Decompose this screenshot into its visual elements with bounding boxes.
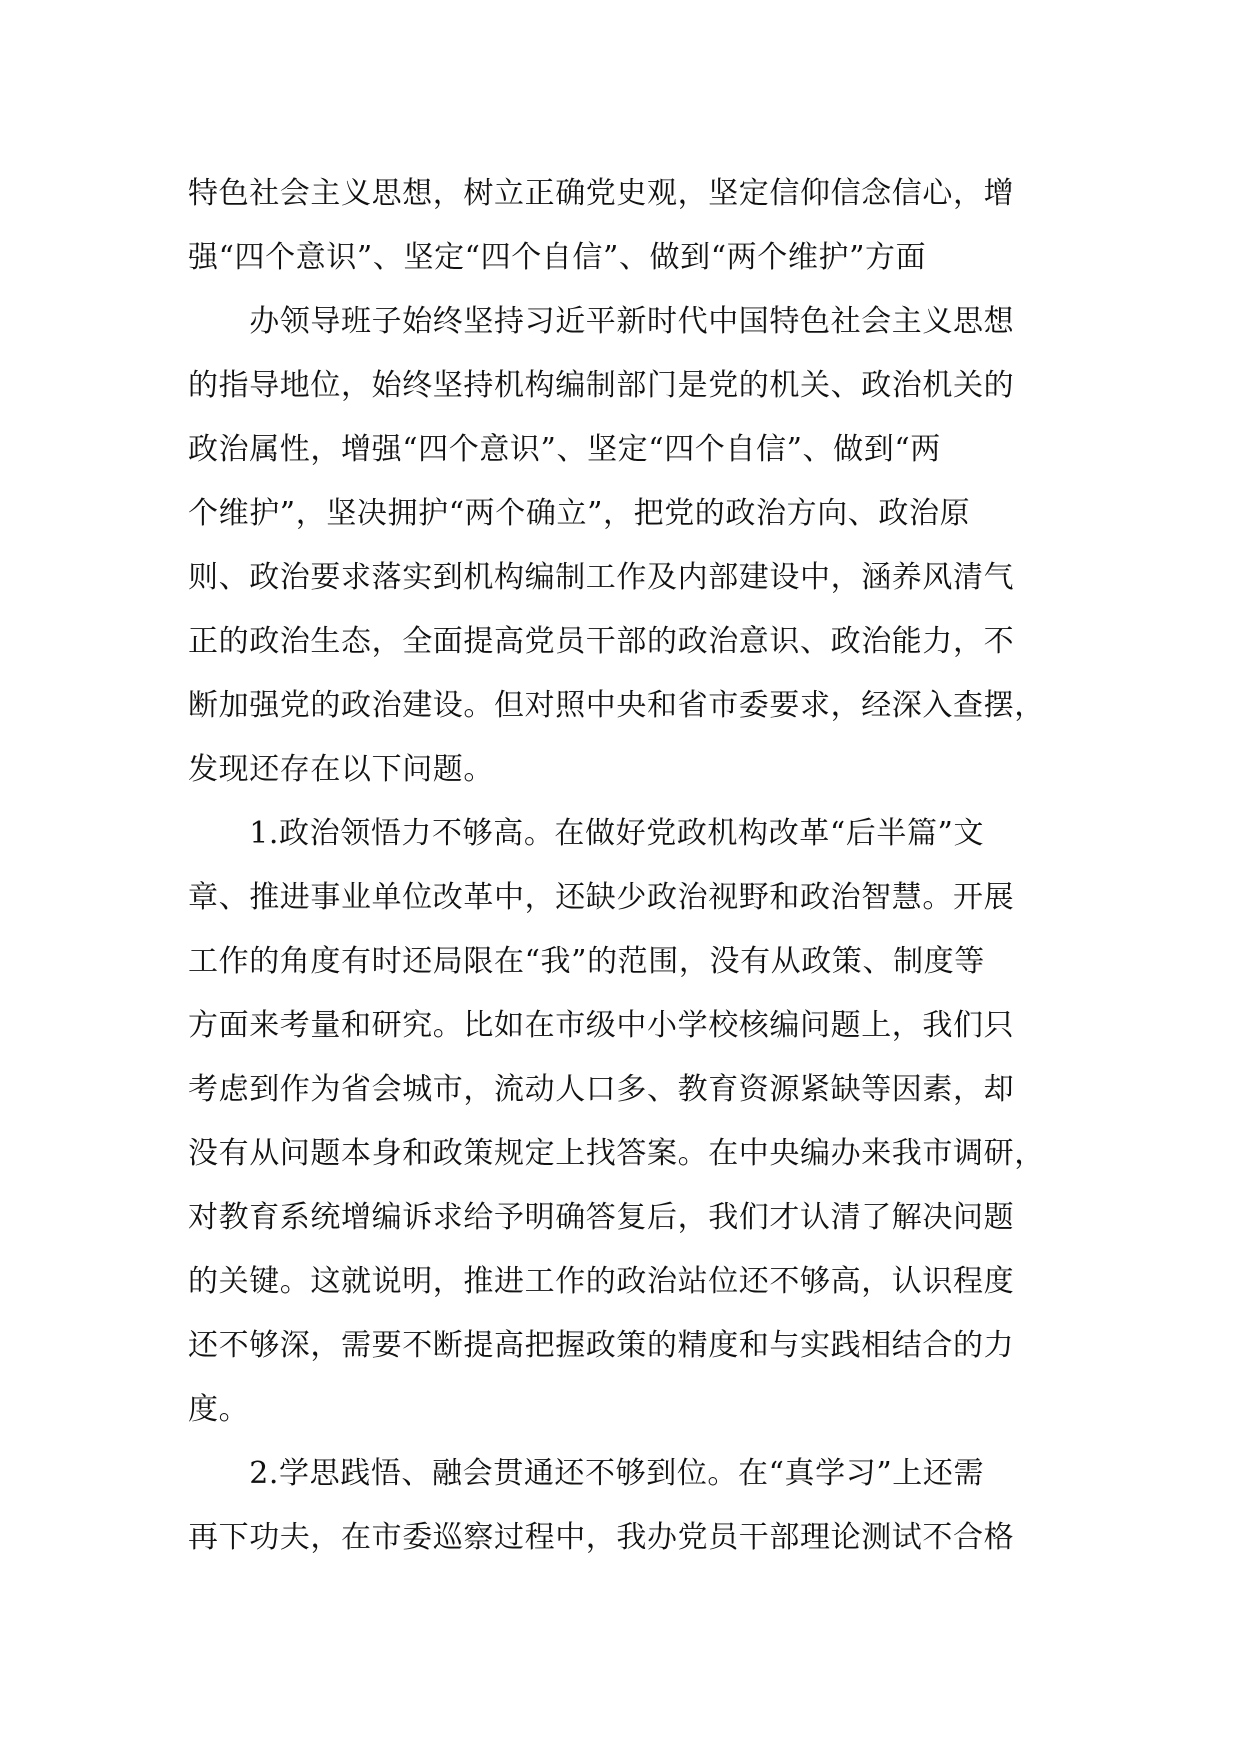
text-line: 发现还存在以下问题。 [188, 752, 494, 787]
text-line: 1.政治领悟力不够高。在做好党政机构改革“后半篇”文 [188, 816, 985, 851]
text-line: 对教育系统增编诉求给予明确答复后，我们才认清了解决问题 [188, 1200, 1015, 1235]
text-line: 正的政治生态，全面提高党员干部的政治意识、政治能力，不 [188, 624, 1015, 659]
text-line: 没有从问题本身和政策规定上找答案。在中央编办来我市调研， [188, 1136, 1045, 1171]
text-line: 还不够深，需要不断提高把握政策的精度和与实践相结合的力 [188, 1328, 1015, 1363]
text-line: 的关键。这就说明，推进工作的政治站位还不够高，认识程度 [188, 1264, 1015, 1299]
text-line: 特色社会主义思想，树立正确党史观，坚定信仰信念信心，增 [188, 176, 1015, 211]
text-line: 的指导地位，始终坚持机构编制部门是党的机关、政治机关的 [188, 368, 1015, 403]
text-line: 断加强党的政治建设。但对照中央和省市委要求，经深入查摆， [188, 688, 1045, 723]
text-line: 则、政治要求落实到机构编制工作及内部建设中，涵养风清气 [188, 560, 1015, 595]
text-line: 强“四个意识”、坚定“四个自信”、做到“两个维护”方面 [188, 240, 927, 275]
text-line: 2.学思践悟、融会贯通还不够到位。在“真学习”上还需 [188, 1456, 985, 1491]
text-line: 方面来考量和研究。比如在市级中小学校核编问题上，我们只 [188, 1008, 1015, 1043]
text-line: 再下功夫，在市委巡察过程中，我办党员干部理论测试不合格 [188, 1520, 1015, 1555]
text-line: 个维护”，坚决拥护“两个确立”，把党的政治方向、政治原 [188, 496, 971, 531]
text-line: 考虑到作为省会城市，流动人口多、教育资源紧缺等因素，却 [188, 1072, 1015, 1107]
text-line: 章、推进事业单位改革中，还缺少政治视野和政治智慧。开展 [188, 880, 1015, 915]
text-line: 工作的角度有时还局限在“我”的范围，没有从政策、制度等 [188, 944, 985, 979]
text-line: 度。 [188, 1392, 250, 1427]
text-line: 办领导班子始终坚持习近平新时代中国特色社会主义思想 [188, 304, 1015, 339]
text-line: 政治属性，增强“四个意识”、坚定“四个自信”、做到“两 [188, 432, 941, 467]
